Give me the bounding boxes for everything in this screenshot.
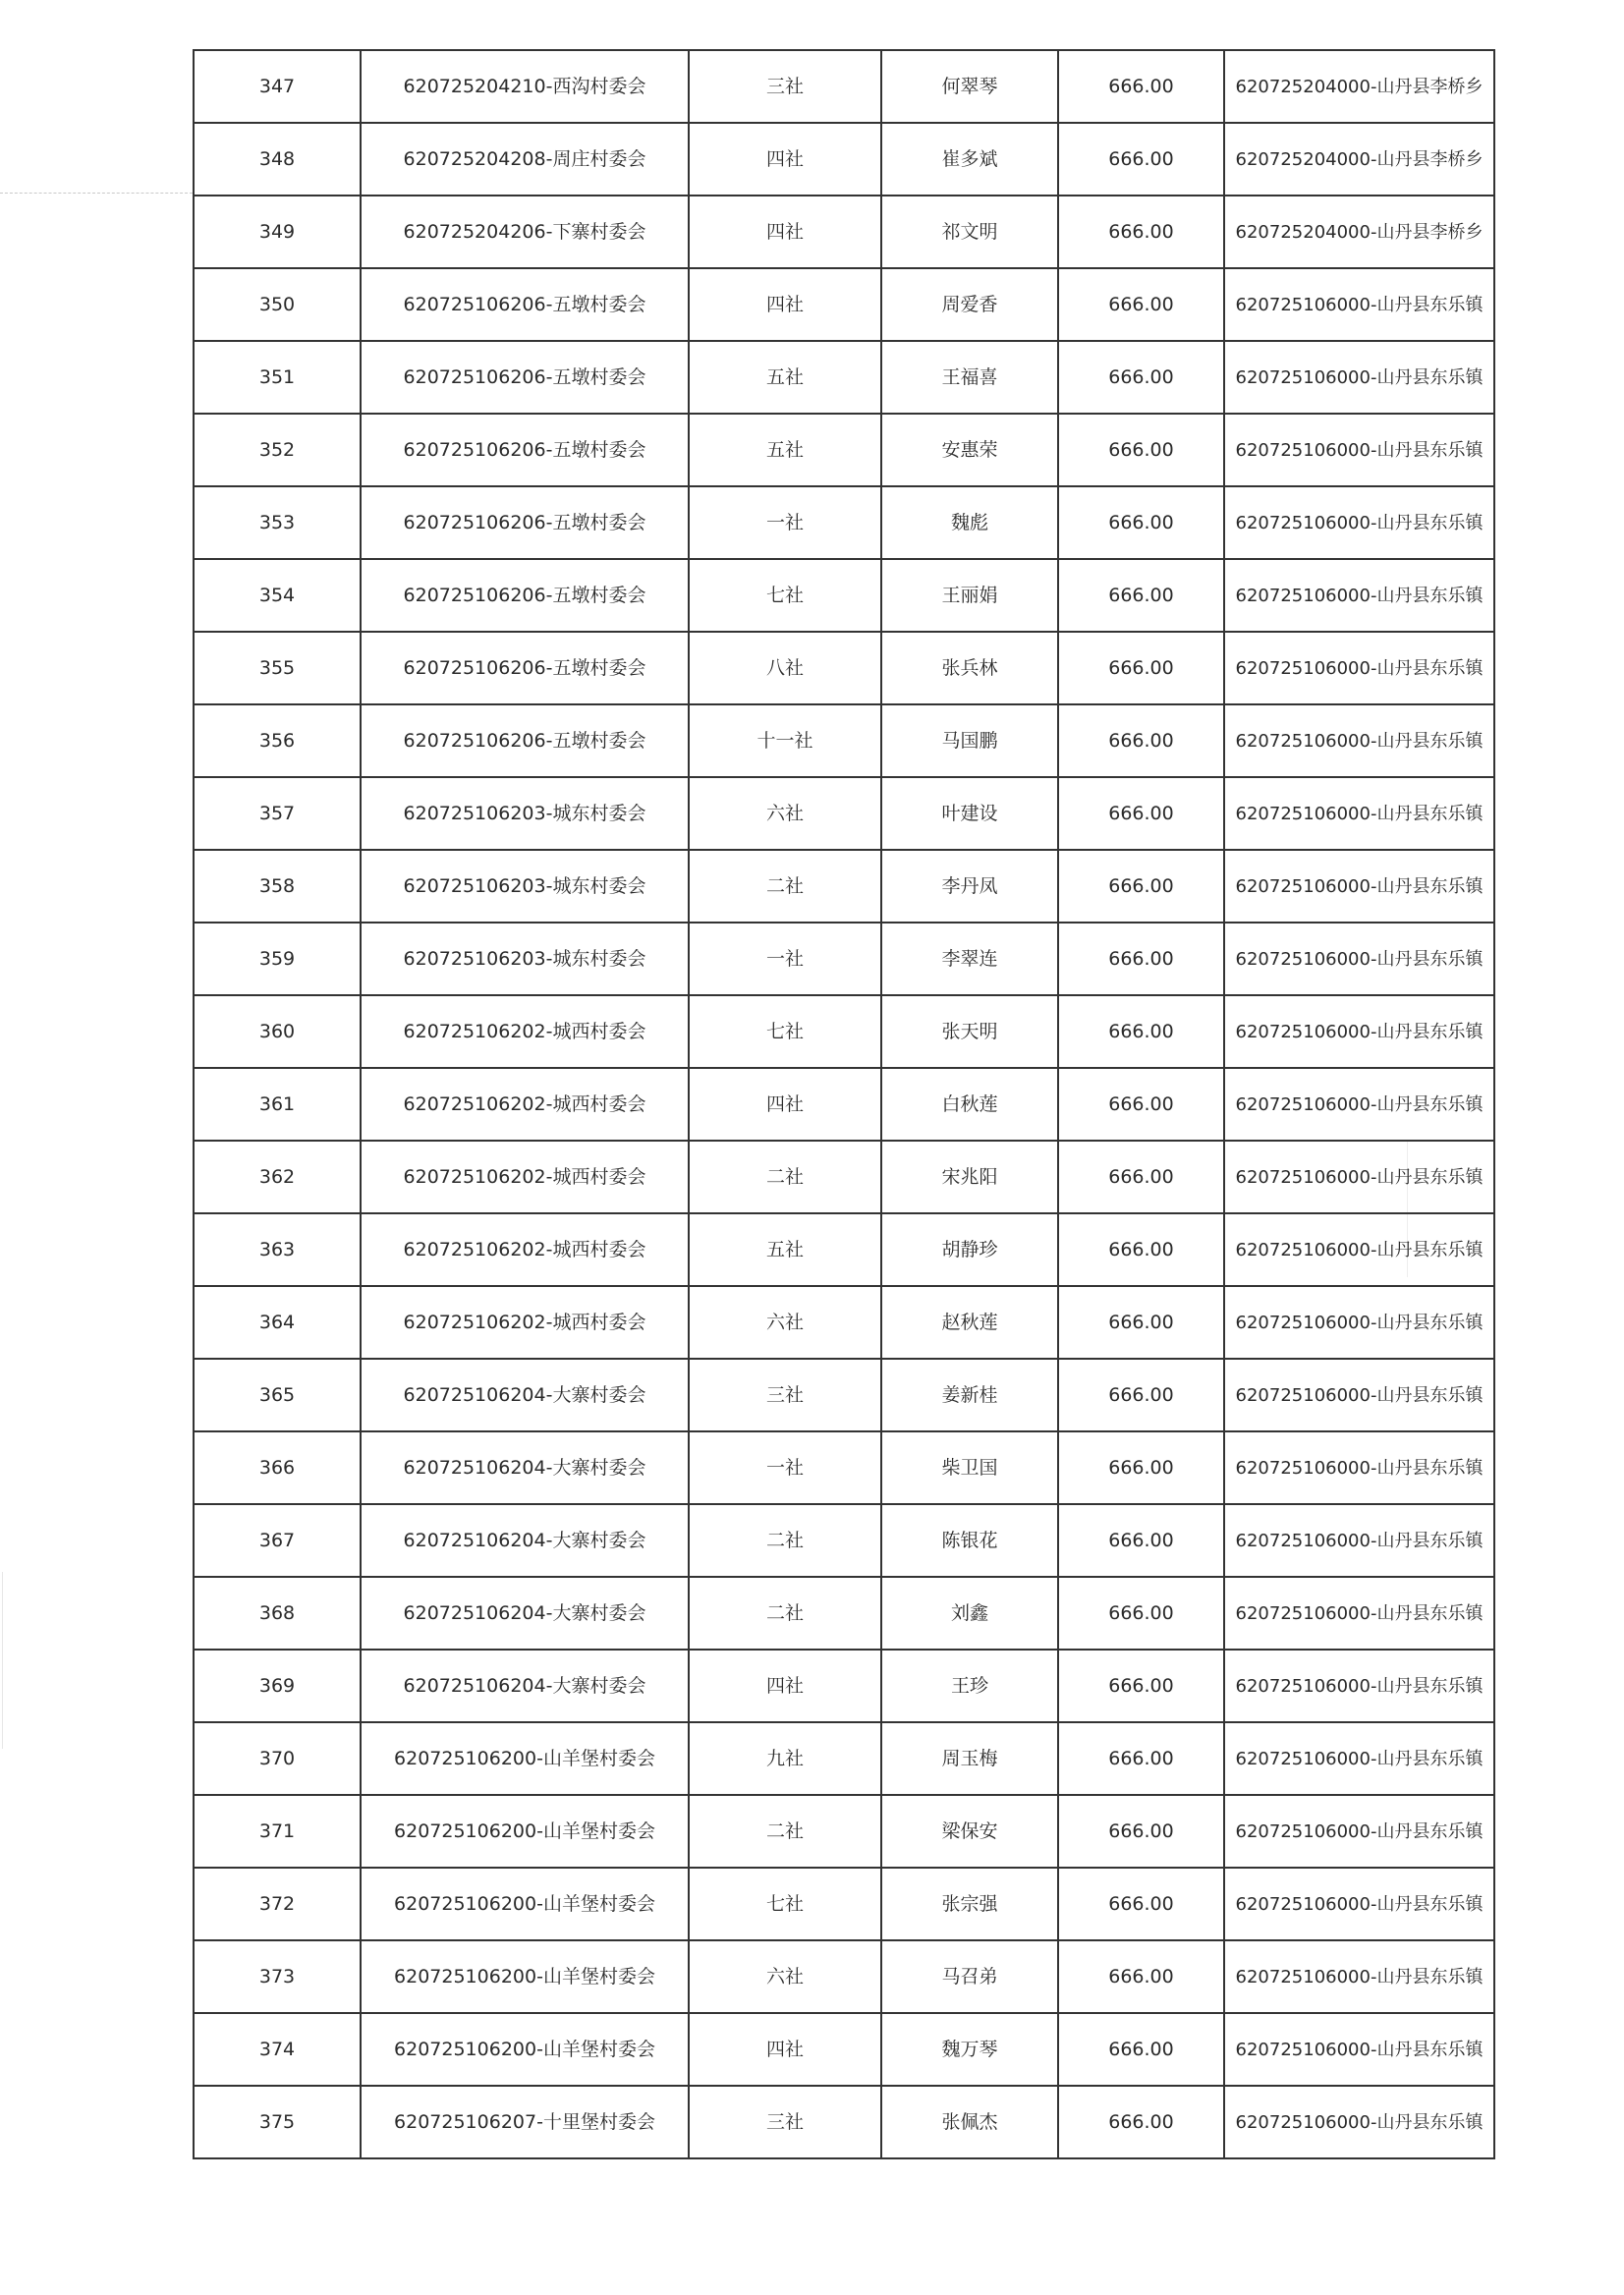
- table-row: [194, 1722, 1494, 1795]
- cell-team: 四社: [689, 2013, 881, 2086]
- cell-seq: 357: [194, 777, 361, 850]
- cell-town: 620725106000-山丹县东乐镇: [1224, 850, 1494, 923]
- cell-team: 七社: [689, 559, 881, 632]
- cell-town: 620725106000-山丹县东乐镇: [1224, 1650, 1494, 1722]
- cell-name: 梁保安: [881, 1795, 1058, 1868]
- cell-village: 620725106206-五墩村委会: [361, 632, 689, 704]
- table-row: [194, 1213, 1494, 1286]
- cell-town: 620725106000-山丹县东乐镇: [1224, 1213, 1494, 1286]
- cell-town: 620725106000-山丹县东乐镇: [1224, 1359, 1494, 1431]
- cell-village: 620725106206-五墩村委会: [361, 414, 689, 486]
- cell-town: 620725106000-山丹县东乐镇: [1224, 341, 1494, 414]
- cell-name: 魏万琴: [881, 2013, 1058, 2086]
- cell-amount: 666.00: [1058, 1068, 1224, 1141]
- table-row: [194, 1650, 1494, 1722]
- cell-name: 张佩杰: [881, 2086, 1058, 2158]
- cell-name: 叶建设: [881, 777, 1058, 850]
- ledger-body: [194, 50, 1494, 2158]
- cell-seq: 347: [194, 50, 361, 123]
- cell-village: 620725106200-山羊堡村委会: [361, 1795, 689, 1868]
- cell-town: 620725106000-山丹县东乐镇: [1224, 995, 1494, 1068]
- table-row: [194, 1940, 1494, 2013]
- cell-name: 白秋莲: [881, 1068, 1058, 1141]
- cell-town: 620725106000-山丹县东乐镇: [1224, 777, 1494, 850]
- cell-team: 二社: [689, 1504, 881, 1577]
- table-row: [194, 1795, 1494, 1868]
- cell-village: 620725106206-五墩村委会: [361, 559, 689, 632]
- cell-town: 620725106000-山丹县东乐镇: [1224, 486, 1494, 559]
- table-row: [194, 414, 1494, 486]
- scan-artifact-line: [2, 1572, 3, 1749]
- cell-name: 安惠荣: [881, 414, 1058, 486]
- cell-seq: 362: [194, 1141, 361, 1213]
- cell-seq: 365: [194, 1359, 361, 1431]
- cell-village: 620725106206-五墩村委会: [361, 486, 689, 559]
- table-row: [194, 559, 1494, 632]
- cell-village: 620725106204-大寨村委会: [361, 1577, 689, 1650]
- cell-amount: 666.00: [1058, 1940, 1224, 2013]
- cell-village: 620725106200-山羊堡村委会: [361, 1940, 689, 2013]
- cell-team: 二社: [689, 1141, 881, 1213]
- cell-team: 五社: [689, 341, 881, 414]
- cell-amount: 666.00: [1058, 1286, 1224, 1359]
- cell-amount: 666.00: [1058, 2013, 1224, 2086]
- cell-town: 620725106000-山丹县东乐镇: [1224, 1141, 1494, 1213]
- cell-seq: 363: [194, 1213, 361, 1286]
- cell-team: 一社: [689, 923, 881, 995]
- cell-seq: 349: [194, 196, 361, 268]
- cell-name: 刘鑫: [881, 1577, 1058, 1650]
- cell-amount: 666.00: [1058, 1213, 1224, 1286]
- cell-village: 620725106204-大寨村委会: [361, 1359, 689, 1431]
- cell-amount: 666.00: [1058, 123, 1224, 196]
- cell-seq: 359: [194, 923, 361, 995]
- cell-name: 张兵林: [881, 632, 1058, 704]
- cell-town: 620725204000-山丹县李桥乡: [1224, 50, 1494, 123]
- cell-seq: 353: [194, 486, 361, 559]
- cell-seq: 350: [194, 268, 361, 341]
- cell-team: 二社: [689, 850, 881, 923]
- cell-seq: 375: [194, 2086, 361, 2158]
- cell-village: 620725106207-十里堡村委会: [361, 2086, 689, 2158]
- cell-name: 周玉梅: [881, 1722, 1058, 1795]
- cell-team: 一社: [689, 1431, 881, 1504]
- table-row: [194, 704, 1494, 777]
- cell-town: 620725106000-山丹县东乐镇: [1224, 1940, 1494, 2013]
- cell-town: 620725106000-山丹县东乐镇: [1224, 1431, 1494, 1504]
- table-row: [194, 1068, 1494, 1141]
- cell-amount: 666.00: [1058, 1577, 1224, 1650]
- cell-seq: 372: [194, 1868, 361, 1940]
- table-row: [194, 995, 1494, 1068]
- cell-team: 七社: [689, 1868, 881, 1940]
- cell-seq: 355: [194, 632, 361, 704]
- cell-team: 二社: [689, 1577, 881, 1650]
- cell-name: 李丹凤: [881, 850, 1058, 923]
- table-row: [194, 341, 1494, 414]
- cell-name: 周爱香: [881, 268, 1058, 341]
- cell-name: 王珍: [881, 1650, 1058, 1722]
- cell-town: 620725106000-山丹县东乐镇: [1224, 1577, 1494, 1650]
- cell-village: 620725106202-城西村委会: [361, 1068, 689, 1141]
- table-row: [194, 1868, 1494, 1940]
- table-row: [194, 1286, 1494, 1359]
- cell-seq: 373: [194, 1940, 361, 2013]
- scan-artifact-dash: [0, 193, 193, 194]
- cell-name: 崔多斌: [881, 123, 1058, 196]
- cell-town: 620725204000-山丹县李桥乡: [1224, 196, 1494, 268]
- table-row: [194, 777, 1494, 850]
- cell-team: 一社: [689, 486, 881, 559]
- cell-seq: 356: [194, 704, 361, 777]
- cell-name: 何翠琴: [881, 50, 1058, 123]
- cell-amount: 666.00: [1058, 1359, 1224, 1431]
- cell-amount: 666.00: [1058, 559, 1224, 632]
- table-row: [194, 1141, 1494, 1213]
- cell-seq: 364: [194, 1286, 361, 1359]
- cell-seq: 361: [194, 1068, 361, 1141]
- cell-town: 620725106000-山丹县东乐镇: [1224, 632, 1494, 704]
- cell-team: 三社: [689, 50, 881, 123]
- cell-name: 王福喜: [881, 341, 1058, 414]
- table-row: [194, 2086, 1494, 2158]
- cell-amount: 666.00: [1058, 923, 1224, 995]
- cell-town: 620725106000-山丹县东乐镇: [1224, 2086, 1494, 2158]
- cell-village: 620725106204-大寨村委会: [361, 1650, 689, 1722]
- cell-name: 陈银花: [881, 1504, 1058, 1577]
- cell-village: 620725106206-五墩村委会: [361, 704, 689, 777]
- cell-seq: 371: [194, 1795, 361, 1868]
- cell-team: 五社: [689, 414, 881, 486]
- cell-village: 620725106202-城西村委会: [361, 1213, 689, 1286]
- cell-amount: 666.00: [1058, 777, 1224, 850]
- cell-amount: 666.00: [1058, 1431, 1224, 1504]
- cell-seq: 369: [194, 1650, 361, 1722]
- cell-seq: 348: [194, 123, 361, 196]
- cell-team: 十一社: [689, 704, 881, 777]
- table-row: [194, 1577, 1494, 1650]
- table-row: [194, 196, 1494, 268]
- cell-town: 620725106000-山丹县东乐镇: [1224, 1795, 1494, 1868]
- cell-town: 620725106000-山丹县东乐镇: [1224, 704, 1494, 777]
- cell-village: 620725106200-山羊堡村委会: [361, 1868, 689, 1940]
- cell-town: 620725106000-山丹县东乐镇: [1224, 2013, 1494, 2086]
- cell-seq: 370: [194, 1722, 361, 1795]
- cell-village: 620725204208-周庄村委会: [361, 123, 689, 196]
- cell-name: 李翠连: [881, 923, 1058, 995]
- cell-seq: 368: [194, 1577, 361, 1650]
- cell-seq: 358: [194, 850, 361, 923]
- cell-town: 620725106000-山丹县东乐镇: [1224, 414, 1494, 486]
- cell-seq: 366: [194, 1431, 361, 1504]
- cell-town: 620725204000-山丹县李桥乡: [1224, 123, 1494, 196]
- cell-team: 六社: [689, 1286, 881, 1359]
- cell-team: 六社: [689, 1940, 881, 2013]
- cell-village: 620725106206-五墩村委会: [361, 268, 689, 341]
- cell-village: 620725106203-城东村委会: [361, 923, 689, 995]
- cell-town: 620725106000-山丹县东乐镇: [1224, 1868, 1494, 1940]
- cell-team: 四社: [689, 268, 881, 341]
- cell-name: 马国鹏: [881, 704, 1058, 777]
- cell-village: 620725106206-五墩村委会: [361, 341, 689, 414]
- cell-town: 620725106000-山丹县东乐镇: [1224, 1068, 1494, 1141]
- cell-village: 620725106202-城西村委会: [361, 1286, 689, 1359]
- cell-amount: 666.00: [1058, 1868, 1224, 1940]
- cell-amount: 666.00: [1058, 632, 1224, 704]
- cell-name: 姜新桂: [881, 1359, 1058, 1431]
- cell-town: 620725106000-山丹县东乐镇: [1224, 1286, 1494, 1359]
- cell-amount: 666.00: [1058, 486, 1224, 559]
- cell-amount: 666.00: [1058, 850, 1224, 923]
- cell-amount: 666.00: [1058, 341, 1224, 414]
- cell-team: 二社: [689, 1795, 881, 1868]
- cell-village: 620725204206-下寨村委会: [361, 196, 689, 268]
- table-row: [194, 486, 1494, 559]
- cell-team: 七社: [689, 995, 881, 1068]
- cell-name: 魏彪: [881, 486, 1058, 559]
- cell-team: 八社: [689, 632, 881, 704]
- cell-town: 620725106000-山丹县东乐镇: [1224, 1722, 1494, 1795]
- cell-team: 四社: [689, 196, 881, 268]
- cell-amount: 666.00: [1058, 196, 1224, 268]
- table-row: [194, 923, 1494, 995]
- cell-town: 620725106000-山丹县东乐镇: [1224, 268, 1494, 341]
- cell-team: 六社: [689, 777, 881, 850]
- cell-amount: 666.00: [1058, 995, 1224, 1068]
- cell-amount: 666.00: [1058, 414, 1224, 486]
- cell-town: 620725106000-山丹县东乐镇: [1224, 923, 1494, 995]
- table-row: [194, 50, 1494, 123]
- cell-name: 宋兆阳: [881, 1141, 1058, 1213]
- cell-team: 三社: [689, 1359, 881, 1431]
- cell-village: 620725106200-山羊堡村委会: [361, 1722, 689, 1795]
- table-row: [194, 850, 1494, 923]
- cell-village: 620725106203-城东村委会: [361, 777, 689, 850]
- cell-name: 马召弟: [881, 1940, 1058, 2013]
- cell-amount: 666.00: [1058, 1504, 1224, 1577]
- cell-seq: 360: [194, 995, 361, 1068]
- table-row: [194, 268, 1494, 341]
- cell-amount: 666.00: [1058, 704, 1224, 777]
- table-row: [194, 1504, 1494, 1577]
- cell-team: 五社: [689, 1213, 881, 1286]
- cell-amount: 666.00: [1058, 50, 1224, 123]
- cell-name: 赵秋莲: [881, 1286, 1058, 1359]
- cell-amount: 666.00: [1058, 1795, 1224, 1868]
- cell-village: 620725106200-山羊堡村委会: [361, 2013, 689, 2086]
- cell-seq: 367: [194, 1504, 361, 1577]
- cell-town: 620725106000-山丹县东乐镇: [1224, 559, 1494, 632]
- table-row: [194, 1359, 1494, 1431]
- cell-name: 柴卫国: [881, 1431, 1058, 1504]
- cell-village: 620725204210-西沟村委会: [361, 50, 689, 123]
- cell-team: 三社: [689, 2086, 881, 2158]
- cell-seq: 374: [194, 2013, 361, 2086]
- cell-village: 620725106204-大寨村委会: [361, 1504, 689, 1577]
- cell-village: 620725106203-城东村委会: [361, 850, 689, 923]
- cell-village: 620725106202-城西村委会: [361, 995, 689, 1068]
- cell-amount: 666.00: [1058, 2086, 1224, 2158]
- table-row: [194, 2013, 1494, 2086]
- cell-village: 620725106204-大寨村委会: [361, 1431, 689, 1504]
- cell-team: 四社: [689, 123, 881, 196]
- cell-name: 王丽娟: [881, 559, 1058, 632]
- cell-name: 张宗强: [881, 1868, 1058, 1940]
- cell-seq: 351: [194, 341, 361, 414]
- cell-name: 祁文明: [881, 196, 1058, 268]
- cell-name: 胡静珍: [881, 1213, 1058, 1286]
- cell-village: 620725106202-城西村委会: [361, 1141, 689, 1213]
- subsidy-ledger-table: [193, 49, 1495, 2159]
- cell-name: 张天明: [881, 995, 1058, 1068]
- cell-seq: 354: [194, 559, 361, 632]
- cell-team: 四社: [689, 1650, 881, 1722]
- cell-amount: 666.00: [1058, 268, 1224, 341]
- cell-town: 620725106000-山丹县东乐镇: [1224, 1504, 1494, 1577]
- cell-amount: 666.00: [1058, 1722, 1224, 1795]
- cell-team: 九社: [689, 1722, 881, 1795]
- cell-seq: 352: [194, 414, 361, 486]
- cell-amount: 666.00: [1058, 1141, 1224, 1213]
- table-row: [194, 1431, 1494, 1504]
- table-row: [194, 123, 1494, 196]
- cell-amount: 666.00: [1058, 1650, 1224, 1722]
- cell-team: 四社: [689, 1068, 881, 1141]
- table-row: [194, 632, 1494, 704]
